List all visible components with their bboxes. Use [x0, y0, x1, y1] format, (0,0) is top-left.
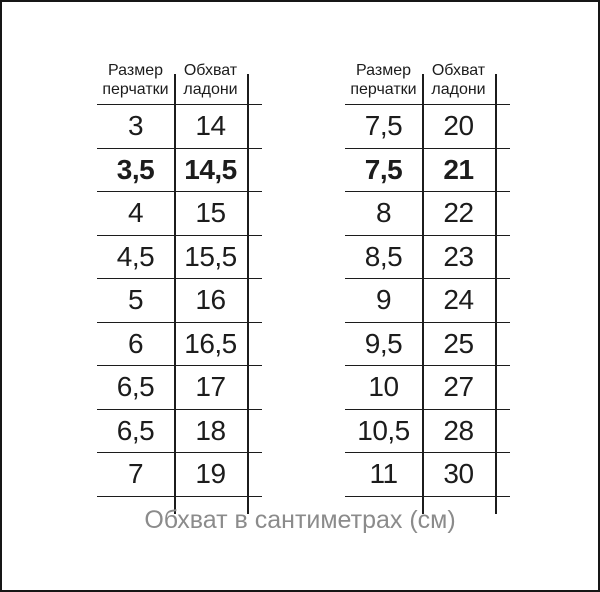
glove-size-value: 8 [375, 197, 392, 229]
palm-girth-value: 30 [443, 458, 474, 490]
table-row [345, 192, 510, 236]
table-row [97, 453, 262, 497]
table-header-row [345, 57, 510, 105]
palm-girth-value: 27 [443, 371, 474, 403]
table-row [97, 105, 262, 149]
palm-girth-value: 28 [443, 414, 474, 446]
glove-size-value: 11 [369, 458, 398, 490]
palm-girth-value: 19 [195, 458, 226, 490]
table-row [345, 410, 510, 454]
glove-size-value: 10 [368, 371, 399, 403]
palm-girth-value: 22 [443, 197, 474, 229]
table-row [97, 323, 262, 367]
glove-size-value: 5 [127, 284, 144, 316]
column-header-glove-size: Размер перчатки [350, 62, 417, 98]
table-row [97, 410, 262, 454]
table-row [97, 279, 262, 323]
palm-girth-value: 18 [195, 414, 226, 446]
palm-girth-value: 21 [443, 153, 474, 185]
palm-girth-value: 24 [443, 284, 474, 316]
table-row [345, 149, 510, 193]
glove-size-value: 4,5 [116, 240, 155, 272]
table-row [97, 236, 262, 280]
glove-size-value: 6,5 [116, 414, 155, 446]
column-divider-line [422, 74, 424, 514]
glove-size-value: 8,5 [364, 240, 403, 272]
glove-size-value: 4 [127, 197, 144, 229]
table-row [345, 366, 510, 410]
palm-girth-value: 23 [443, 240, 474, 272]
palm-girth-value: 14 [195, 110, 226, 142]
palm-girth-value: 15,5 [184, 240, 237, 272]
table-row [97, 192, 262, 236]
palm-girth-value: 16 [195, 284, 226, 316]
palm-girth-value: 15 [195, 197, 226, 229]
table-right-line [495, 74, 497, 514]
table-row [345, 453, 510, 497]
table-row [345, 279, 510, 323]
glove-size-value: 9 [375, 284, 392, 316]
table-row [345, 236, 510, 280]
table-row [97, 366, 262, 410]
glove-size-value: 6 [127, 327, 144, 359]
glove-size-value: 10,5 [357, 414, 410, 446]
palm-girth-value: 20 [443, 110, 474, 142]
size-table-right [345, 57, 510, 497]
table-header-row [97, 57, 262, 105]
table-right-line [247, 74, 249, 514]
column-header-palm-girth: Обхват ладони [431, 62, 486, 98]
table-row [345, 105, 510, 149]
table-row [97, 149, 262, 193]
glove-size-value: 7 [127, 458, 144, 490]
palm-girth-value: 14,5 [184, 153, 237, 185]
column-divider-line [174, 74, 176, 514]
glove-size-value: 7,5 [364, 153, 403, 185]
palm-girth-value: 25 [443, 327, 474, 359]
glove-size-value: 3,5 [116, 153, 155, 185]
chart-caption: Обхват в сантиметрах (см) [144, 506, 456, 534]
table-row [345, 323, 510, 367]
palm-girth-value: 16,5 [184, 327, 237, 359]
glove-size-value: 3 [127, 110, 144, 142]
glove-size-value: 7,5 [364, 110, 403, 142]
glove-size-value: 6,5 [116, 371, 155, 403]
size-table-left [97, 57, 262, 497]
column-header-palm-girth: Обхват ладони [183, 62, 238, 98]
glove-size-value: 9,5 [364, 327, 403, 359]
column-header-glove-size: Размер перчатки [102, 62, 169, 98]
palm-girth-value: 17 [195, 371, 226, 403]
